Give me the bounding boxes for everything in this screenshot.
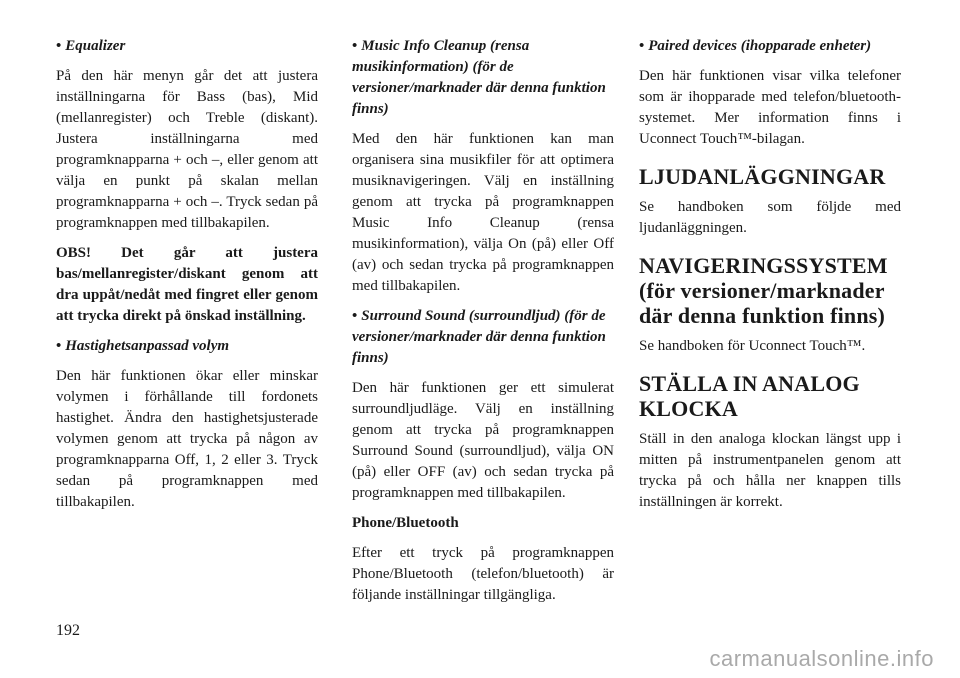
bullet-heading-equalizer: • Equalizer: [56, 38, 126, 54]
note-equalizer: OBS! Det går att justera bas/mellanregister/diskant genom att dra uppåt/nedåt med fingret eller genom att trycka direkt på önskad inställning.: [56, 245, 318, 324]
paragraph-equalizer: På den här menyn går det att justera inställningarna för Bass (bas), Mid (mellanregister) och Treble (diskant). Justera inställningarna med programknapparna + och –, eller genom att välja en punkt på skalan mellan programknapparna + och –. Tryck sedan på programknappen med tillbakapilen.: [56, 68, 318, 231]
paragraph-analog-clock: Ställ in den analoga klockan längst upp i mitten på instrumentpanelen genom att trycka på och hålla ner knappen tills inställningen är korrekt.: [639, 431, 901, 510]
column-left: [56, 36, 318, 522]
paragraph-music-info: Med den här funktionen kan man organisera sina musikfiler för att optimera musiknavigeringen. Välj en inställning genom att trycka på programknappen Music Info Cleanup (rensa musikinformation), välja On (på) eller Off (av) och sedan trycka på programknappen med tillbakapilen.: [352, 131, 614, 294]
bullet-dot: •: [352, 308, 358, 324]
watermark: carmanualsonline.info: [709, 646, 934, 671]
heading-navigation-system: NAVIGERINGSSYSTEM (för versioner/marknader där denna funktion finns): [639, 253, 888, 328]
bullet-heading-speed-volume: • Hastighetsanpassad volym: [56, 338, 230, 354]
paragraph-surround: Den här funktionen ger ett simulerat surroundljudläge. Välj en inställning genom att trycka på programknappen Surround Sound (surroundljud), välja ON (på) eller OFF (av) och sedan trycka på programknappen med tillbakapilen.: [352, 380, 614, 501]
bullet-heading-music-info: • Music Info Cleanup (rensa musikinformation) (för de versioner/marknader där denna funktion finns): [352, 38, 606, 117]
paragraph-audio-systems: Se handboken som följde med ljudanläggningen.: [639, 199, 901, 236]
heading-audio-systems: LJUDANLÄGGNINGAR: [639, 164, 886, 189]
bullet-dot: •: [352, 38, 358, 54]
paragraph-phone-bluetooth: Efter ett tryck på programknappen Phone/Bluetooth (telefon/bluetooth) är följande inställningar tillgängliga.: [352, 545, 614, 603]
paragraph-paired-devices: Den här funktionen visar vilka telefoner som är ihopparade med telefon/bluetooth-systemet. Mer information finns i Uconnect Touch™-bilagan.: [639, 68, 901, 147]
column-right: [639, 36, 901, 522]
column-middle: [352, 36, 614, 615]
bullet-dot: •: [639, 38, 645, 54]
bullet-heading-paired-devices: • Paired devices (ihopparade enheter): [639, 38, 872, 54]
page-number: 192: [56, 622, 80, 639]
subheading-phone-bluetooth: Phone/Bluetooth: [352, 515, 459, 531]
bullet-dot: •: [56, 338, 62, 354]
paragraph-speed-volume: Den här funktionen ökar eller minskar volymen i förhållande till fordonets hastighet. Ändra den hastighetsjusterade volymen genom att trycka på någon av programknapparna Off, 1, 2 eller 3. Tryck sedan på programknappen med tillbakapilen.: [56, 368, 318, 510]
bullet-dot: •: [56, 38, 62, 54]
paragraph-navigation-system: Se handboken för Uconnect Touch™.: [639, 338, 866, 354]
bullet-heading-surround: • Surround Sound (surroundljud) (för de versioner/marknader där denna funktion finns): [352, 308, 606, 366]
heading-analog-clock: STÄLLA IN ANALOG KLOCKA: [639, 371, 860, 421]
